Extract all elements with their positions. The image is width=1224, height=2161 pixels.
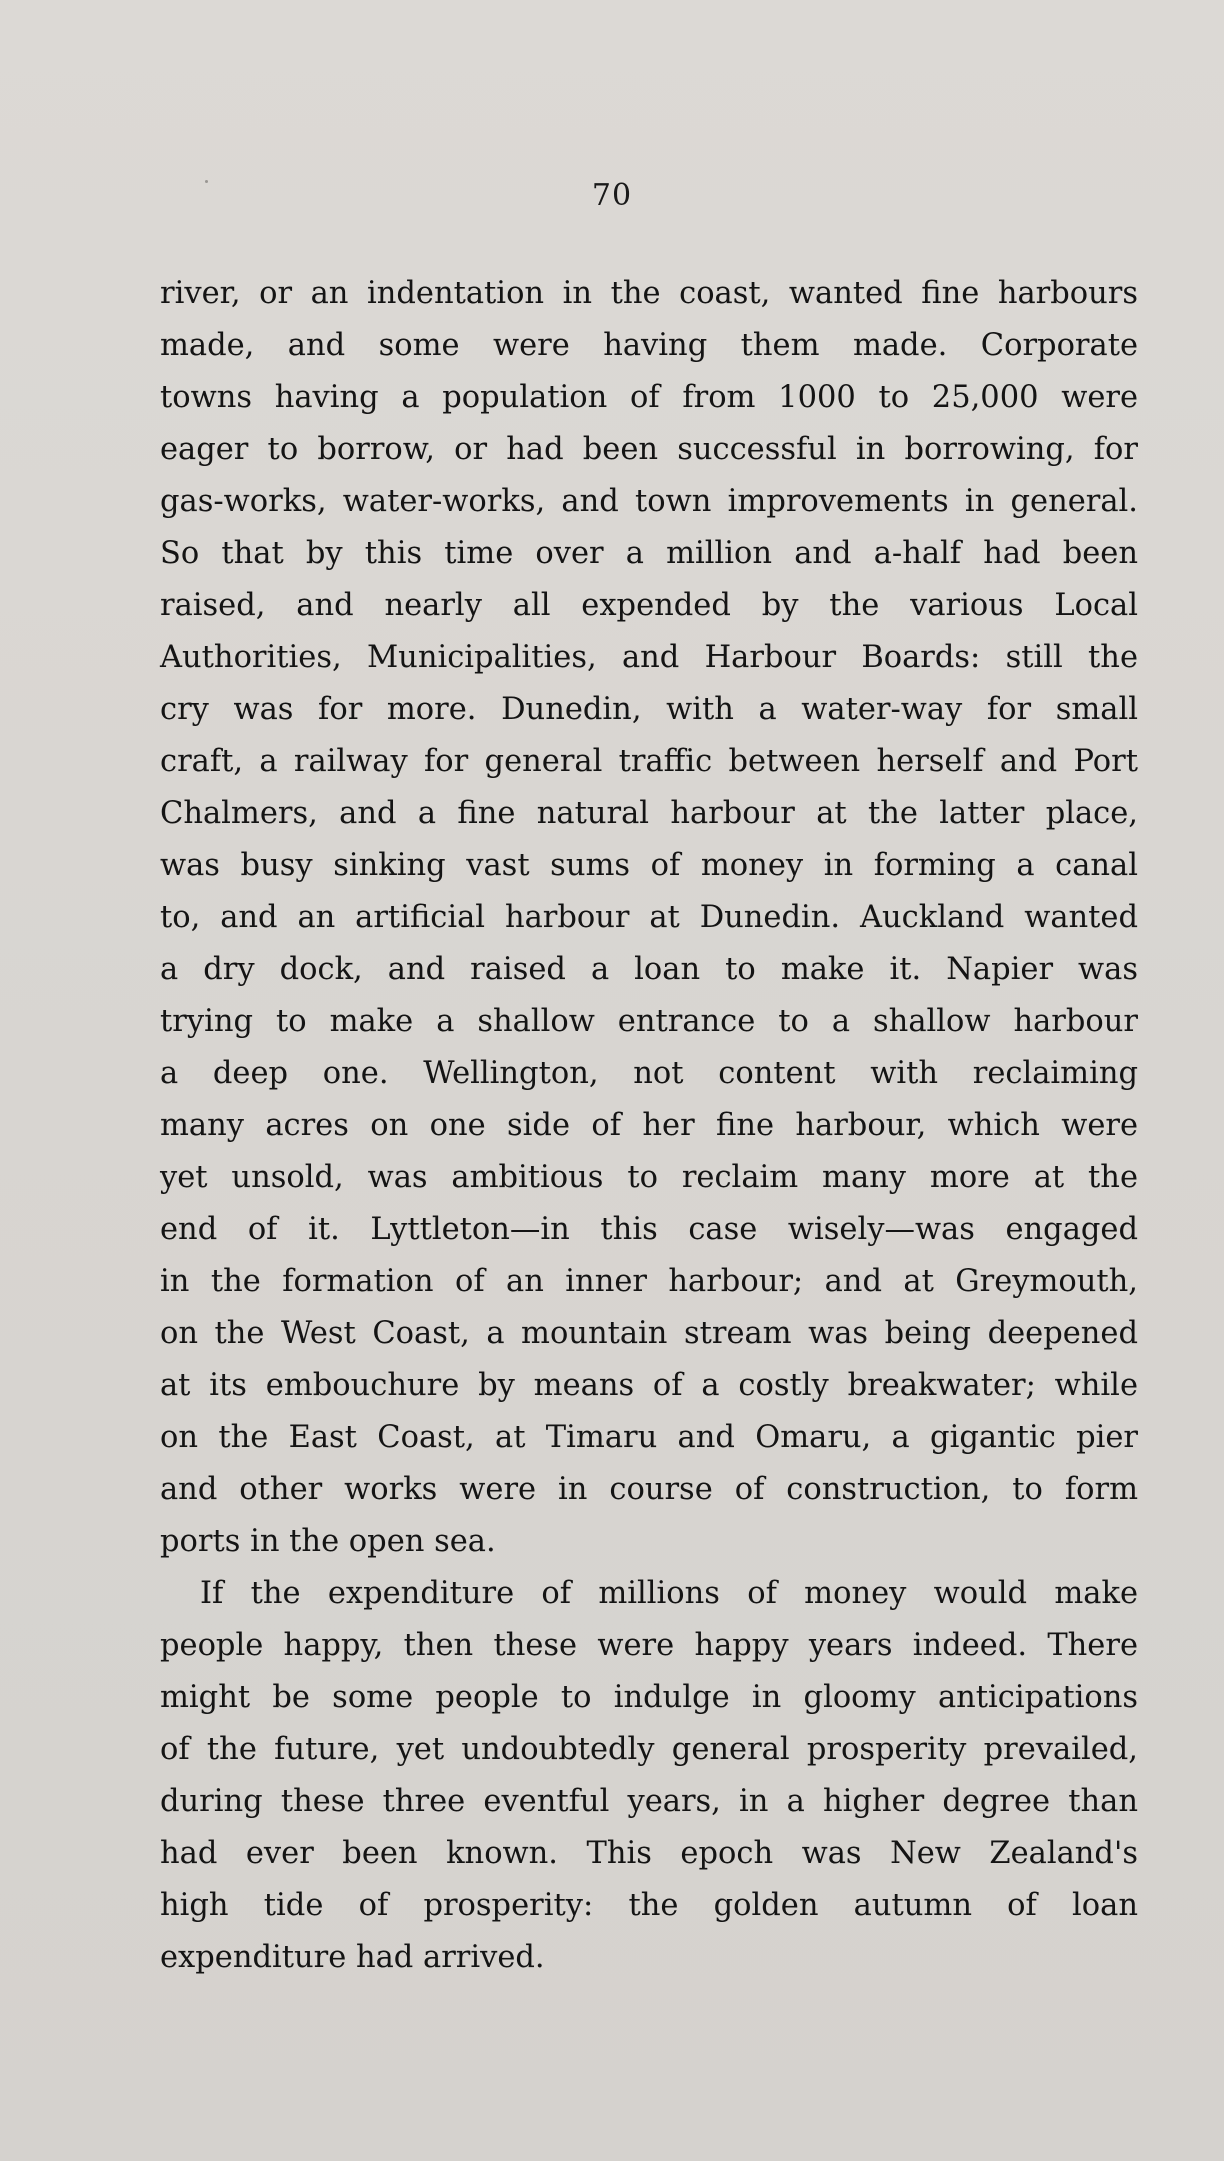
paragraph-1 — [160, 268, 1138, 1568]
body-text — [160, 268, 1138, 1984]
text-line: trying to make a shallow entrance to a shallow harbour — [160, 1004, 1138, 1039]
text-line: ports in the open sea. — [160, 1524, 496, 1559]
text-line: If the expenditure of millions of money would make — [200, 1576, 1138, 1611]
text-line: of the future, yet undoubtedly general prosperity prevailed, — [160, 1732, 1138, 1767]
text-line: a dry dock, and raised a loan to make it. Napier was — [160, 952, 1138, 987]
text-line: in the formation of an inner harbour; and at Greymouth, — [160, 1264, 1138, 1299]
text-line: cry was for more. Dunedin, with a water-way for small — [160, 692, 1138, 727]
text-line: Authorities, Municipalities, and Harbour Boards: still the — [160, 640, 1138, 675]
text-line: many acres on one side of her fine harbour, which were — [160, 1108, 1138, 1143]
text-line: expenditure had arrived. — [160, 1940, 545, 1975]
text-line: eager to borrow, or had been successful in borrowing, for — [160, 432, 1138, 467]
text-line: a deep one. Wellington, not content with reclaiming — [160, 1056, 1138, 1091]
text-line: had ever been known. This epoch was New Zealand's — [160, 1836, 1138, 1871]
text-line: So that by this time over a million and a-half had been — [160, 536, 1138, 571]
text-line: and other works were in course of construction, to form — [160, 1472, 1138, 1507]
text-line: on the East Coast, at Timaru and Omaru, a gigantic pier — [160, 1420, 1138, 1455]
text-line: gas-works, water-works, and town improvements in general. — [160, 484, 1138, 519]
paragraph-2 — [160, 1568, 1138, 1984]
text-line: during these three eventful years, in a higher degree than — [160, 1784, 1138, 1819]
text-line: yet unsold, was ambitious to reclaim many more at the — [160, 1160, 1138, 1195]
text-line: end of it. Lyttleton—in this case wisely—was engaged — [160, 1212, 1138, 1247]
text-line: towns having a population of from 1000 to 25,000 were — [160, 380, 1138, 415]
text-line: raised, and nearly all expended by the various Local — [160, 588, 1138, 623]
text-line: at its embouchure by means of a costly breakwater; while — [160, 1368, 1138, 1403]
text-line: on the West Coast, a mountain stream was being deepened — [160, 1316, 1138, 1351]
page-number: 70 — [591, 178, 633, 213]
text-line: craft, a railway for general traffic between herself and Port — [160, 744, 1138, 779]
text-line: was busy sinking vast sums of money in forming a canal — [160, 848, 1138, 883]
text-line: high tide of prosperity: the golden autumn of loan — [160, 1888, 1138, 1923]
text-line: might be some people to indulge in gloomy anticipations — [160, 1680, 1138, 1715]
text-line: river, or an indentation in the coast, wanted fine harbours — [160, 276, 1138, 311]
text-line: made, and some were having them made. Corporate — [160, 328, 1138, 363]
text-line: people happy, then these were happy years indeed. There — [160, 1628, 1138, 1663]
text-line: Chalmers, and a fine natural harbour at the latter place, — [160, 796, 1138, 831]
text-line: to, and an artificial harbour at Dunedin. Auckland wanted — [160, 900, 1138, 935]
